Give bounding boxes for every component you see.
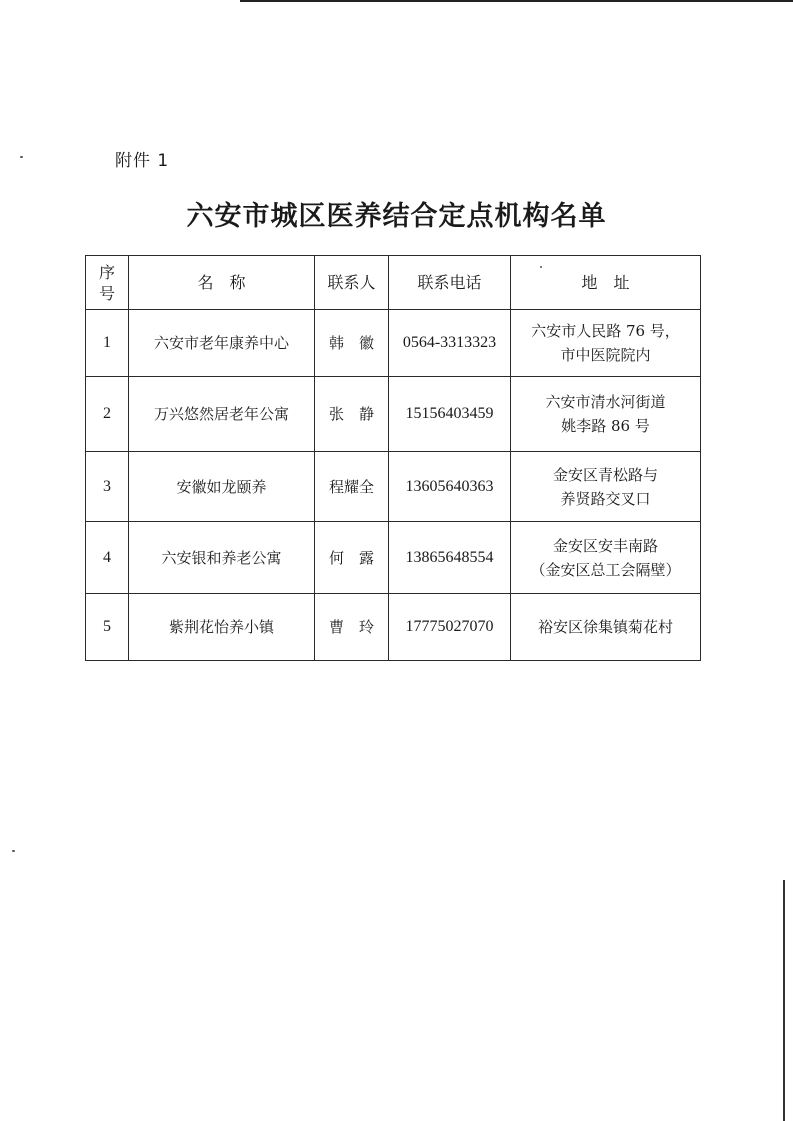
address-line2: 市中医院院内 (560, 346, 651, 364)
header-address-label: 地 址 (581, 272, 630, 292)
cell-name: 万兴悠然居老年公寓 (129, 377, 315, 452)
table-row (86, 594, 701, 661)
cell-phone: 0564-3313323 (389, 310, 511, 377)
cell-address (511, 522, 701, 594)
cell-address (511, 377, 701, 452)
cell-name: 安徽如龙颐养 (129, 452, 315, 522)
scan-speck (12, 850, 15, 852)
cell-phone: 17775027070 (389, 594, 511, 661)
cell-contact: 韩 徽 (315, 310, 389, 377)
cell-phone: 15156403459 (389, 377, 511, 452)
cell-address (511, 594, 701, 661)
header-phone (389, 256, 511, 310)
attachment-label: 附件 1 (115, 151, 170, 171)
table-row (86, 522, 701, 594)
header-name-label: 名 称 (197, 272, 246, 292)
header-phone-label: 联系电话 (417, 272, 482, 292)
header-contact-label: 联系人 (327, 272, 376, 292)
scan-edge-top (240, 0, 793, 2)
address-line1: 六安市人民路 76 号， (531, 322, 680, 340)
address-line1: 裕安区徐集镇菊花村 (537, 618, 673, 636)
cell-address (511, 452, 701, 522)
scan-speck (20, 156, 23, 158)
document-title: 六安市城区医养结合定点机构名单 (186, 201, 607, 232)
cell-contact: 程耀全 (315, 452, 389, 522)
header-name (129, 256, 315, 310)
header-contact (315, 256, 389, 310)
header-address (511, 256, 701, 310)
scan-edge-right (783, 880, 785, 1121)
address-line2: 姚李路 86 号 (561, 417, 650, 435)
address-line1: 金安区安丰南路 (552, 536, 658, 555)
cell-index: 5 (86, 594, 129, 661)
address-line2: （金安区总工会隔壁） (530, 560, 681, 579)
cell-address (511, 310, 701, 377)
address-line2: 养贤路交叉口 (560, 489, 651, 508)
cell-contact: 张 静 (315, 377, 389, 452)
cell-contact: 曹 玲 (315, 594, 389, 661)
address-line1: 金安区青松路与 (552, 465, 658, 484)
cell-contact: 何 露 (315, 522, 389, 594)
cell-index: 4 (86, 522, 129, 594)
cell-name: 紫荆花怡养小镇 (129, 594, 315, 661)
header-index-line2: 号 (98, 283, 115, 303)
cell-name: 六安市老年康养中心 (129, 310, 315, 377)
address-line1: 六安市清水河街道 (545, 393, 666, 411)
table-row (86, 377, 701, 452)
header-index-line1: 序 (98, 262, 115, 282)
table-row (86, 310, 701, 377)
cell-index: 2 (86, 377, 129, 452)
header-index (86, 256, 129, 310)
table-row (86, 452, 701, 522)
cell-index: 3 (86, 452, 129, 522)
institution-table (85, 255, 701, 661)
cell-phone: 13865648554 (389, 522, 511, 594)
table-header-row (86, 256, 701, 310)
cell-index: 1 (86, 310, 129, 377)
cell-phone: 13605640363 (389, 452, 511, 522)
cell-name: 六安银和养老公寓 (129, 522, 315, 594)
